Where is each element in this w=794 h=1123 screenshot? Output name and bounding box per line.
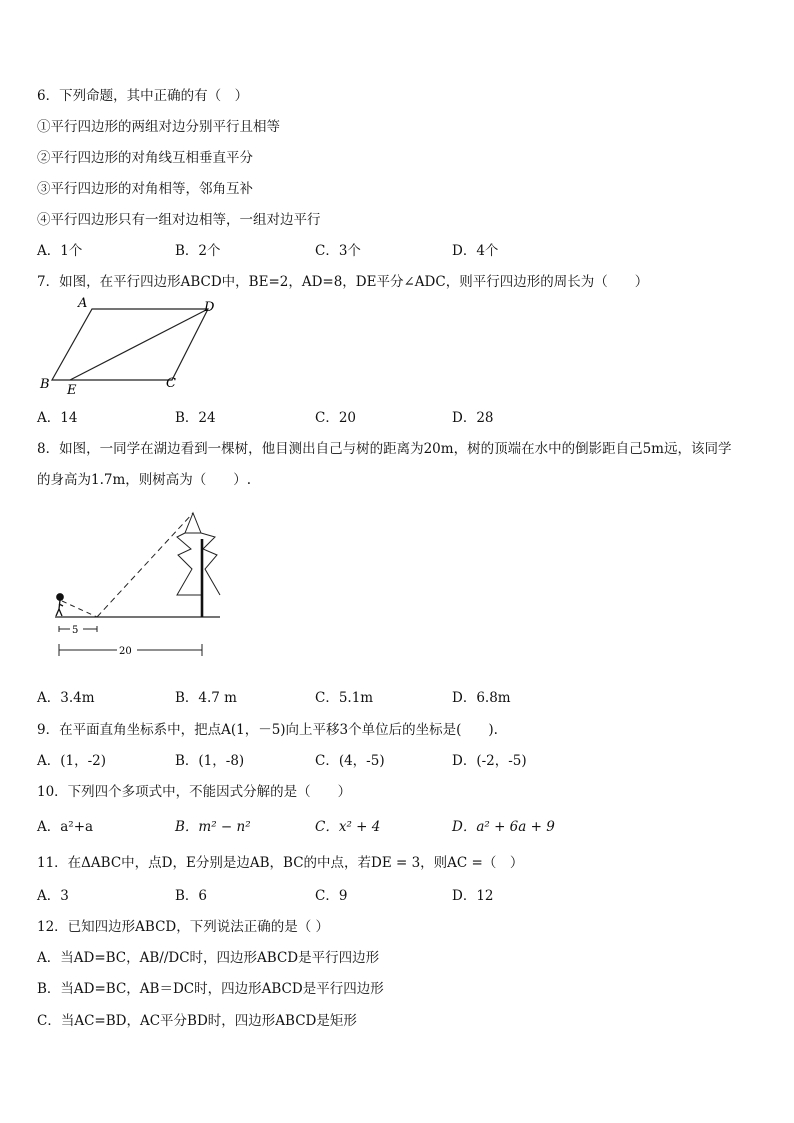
label-e: E bbox=[67, 383, 77, 398]
q8-stem-line1: 8．如图，一同学在湖边看到一棵树，他目测出自己与树的距离为20m，树的顶端在水中的倒影距自己5m远，该同学 bbox=[37, 441, 732, 457]
q6-statement-2: ②平行四边形的对角线互相垂直平分 bbox=[37, 150, 253, 166]
q8-option-a: A．3.4m bbox=[37, 690, 95, 706]
q12-choice-b: B．当AD=BC，AB＝DC时，四边形ABCD是平行四边形 bbox=[37, 981, 384, 997]
q9-option-d: D．(-2，-5) bbox=[452, 753, 527, 769]
q8-tree-figure bbox=[45, 505, 235, 665]
sight-line-to-reflection bbox=[62, 601, 97, 617]
q8-option-b: B．4.7 m bbox=[175, 690, 237, 706]
segment-de bbox=[70, 309, 208, 380]
q6-stem: 6．下列命题，其中正确的有（ ） bbox=[37, 88, 249, 104]
q6-statement-3: ③平行四边形的对角相等，邻角互补 bbox=[37, 181, 253, 197]
q6-statement-4: ④平行四边形只有一组对边相等，一组对边平行 bbox=[37, 212, 321, 228]
q8-stem-line2: 的身高为1.7m，则树高为（ ）. bbox=[37, 472, 252, 488]
q7-option-c: C．20 bbox=[315, 410, 357, 426]
q10-option-a: A．a²+a bbox=[37, 819, 94, 835]
q10-option-c: C．x² + 4 bbox=[315, 819, 381, 835]
q6-option-c: C．3个 bbox=[315, 243, 361, 259]
label-d: D bbox=[204, 300, 215, 315]
q6-statement-1: ①平行四边形的两组对边分别平行且相等 bbox=[37, 119, 280, 135]
q10-option-d: D．a² + 6a + 9 bbox=[452, 819, 555, 835]
q7-option-d: D．28 bbox=[452, 410, 494, 426]
q8-option-d: D．6.8m bbox=[452, 690, 511, 706]
q9-option-b: B．(1，-8) bbox=[175, 753, 245, 769]
q10-option-b: B．m² − n² bbox=[175, 819, 251, 835]
q7-option-a: A．14 bbox=[37, 410, 78, 426]
q11-option-a: A．3 bbox=[37, 888, 69, 904]
q9-option-c: C．(4，-5) bbox=[315, 753, 385, 769]
q12-choice-a: A．当AD=BC，AB//DC时，四边形ABCD是平行四边形 bbox=[37, 950, 380, 966]
label-a: A bbox=[78, 296, 88, 311]
q11-stem: 11．在ΔABC中，点D，E分别是边AB，BC的中点，若DE = 3，则AC =（ ） bbox=[37, 855, 524, 871]
q9-option-a: A．(1，-2) bbox=[37, 753, 107, 769]
q7-stem: 7．如图，在平行四边形ABCD中，BE=2，AD=8，DE平分∠ADC，则平行四边形的周长为（ ） bbox=[37, 274, 649, 290]
q9-stem: 9．在平面直角坐标系中，把点A(1，－5)向上平移3个单位后的坐标是( ). bbox=[37, 722, 498, 738]
q6-option-b: B．2个 bbox=[175, 243, 221, 259]
reflection-line-to-treetop bbox=[97, 513, 193, 617]
label-b: B bbox=[40, 377, 50, 392]
q6-option-d: D．4个 bbox=[452, 243, 499, 259]
tree-icon bbox=[185, 513, 201, 533]
q11-option-b: B．6 bbox=[175, 888, 208, 904]
person-figure bbox=[56, 594, 63, 616]
q12-stem: 12．已知四边形ABCD，下列说法正确的是（ ） bbox=[37, 919, 330, 935]
dimension-20-label: 20 bbox=[119, 646, 132, 657]
label-c: C bbox=[166, 376, 176, 391]
q11-option-d: D．12 bbox=[452, 888, 494, 904]
q6-option-a: A．1个 bbox=[37, 243, 83, 259]
q10-stem: 10．下列四个多项式中，不能因式分解的是（ ） bbox=[37, 784, 352, 800]
q7-parallelogram-figure bbox=[30, 292, 240, 402]
q7-option-b: B．24 bbox=[175, 410, 216, 426]
dimension-5-label: 5 bbox=[72, 625, 79, 636]
q12-choice-c: C．当AC=BD，AC平分BD时，四边形ABCD是矩形 bbox=[37, 1013, 357, 1029]
q11-option-c: C．9 bbox=[315, 888, 348, 904]
parallelogram-abcd bbox=[52, 309, 208, 380]
q8-option-c: C．5.1m bbox=[315, 690, 374, 706]
